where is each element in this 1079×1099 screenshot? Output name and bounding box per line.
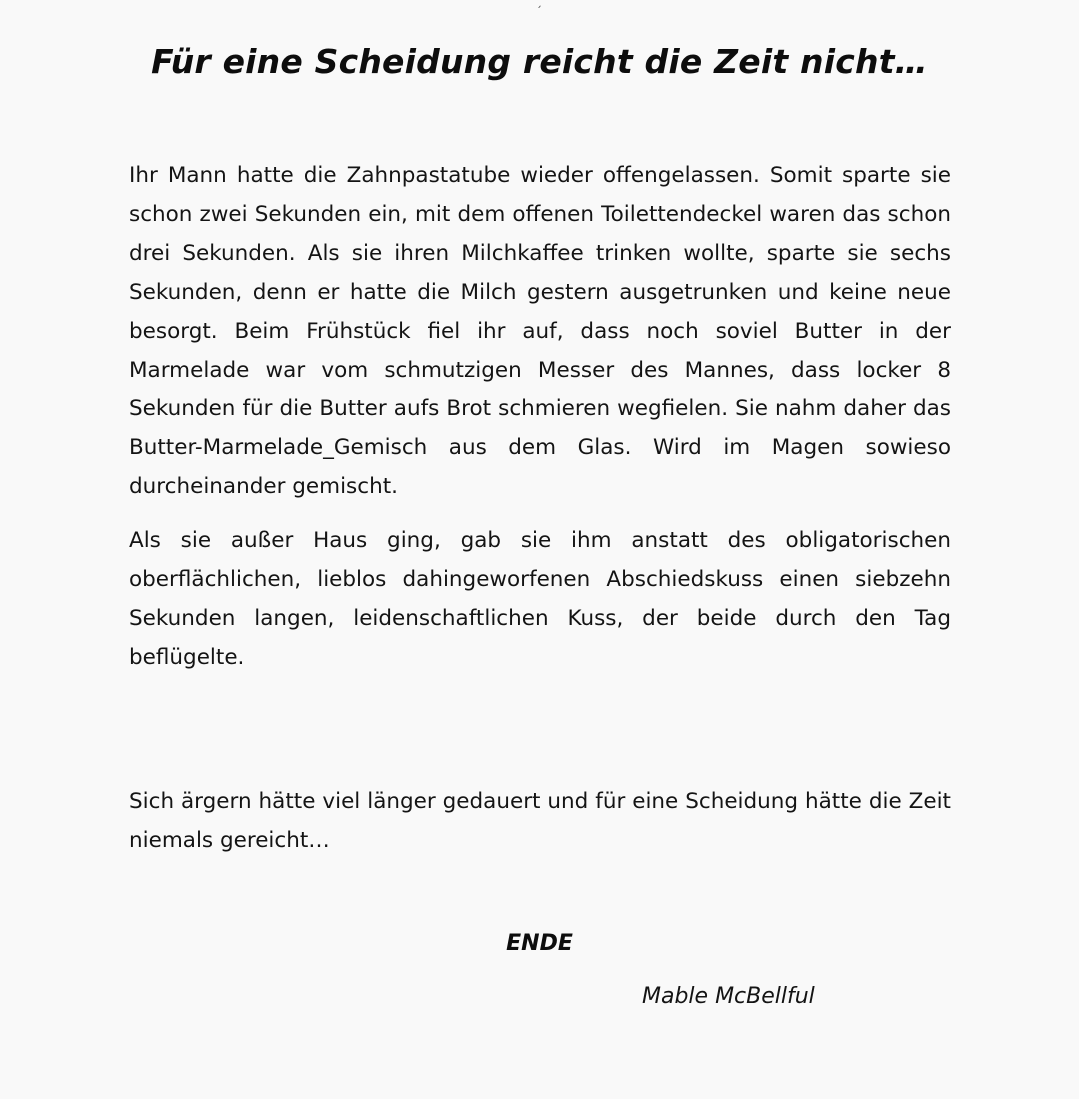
story-title: Für eine Scheidung reicht die Zeit nicht… (151, 42, 928, 81)
end-label: ENDE (506, 931, 573, 956)
top-mark: ˏ (536, 0, 542, 8)
paragraph-1: Ihr Mann hatte die Zahnpastatube wieder offengelassen. Somit sparte sie schon zwei Sekunden ein, mit dem offenen Toilettendeckel waren das schon drei Sekunden. Als sie ihren Milchkaffee trinken wollte, sparte sie sechs Sekunden, denn er hatte die Milch gestern ausgetrunken und keine neue besorgt. Beim Frühstück fiel ihr auf, dass noch soviel Butter in der Marmelade war vom schmutzigen Messer des Mannes, dass locker 8 Sekunden für die Butter aufs Brot schmieren wegfielen. Sie nahm daher das Butter-Marmelade_Gemisch aus dem Glas. Wird im Magen sowieso durcheinander gemischt. (129, 163, 951, 500)
paragraph-2: Als sie außer Haus ging, gab sie ihm anstatt des obligatorischen oberflächlichen, lieblos dahingeworfenen Abschiedskuss einen siebzehn Sekunden langen, leidenschaftlichen Kuss, der beide durch den Tag beflügelte. (129, 528, 951, 670)
story-body (129, 157, 951, 678)
author-signature: Mable McBellful (642, 984, 815, 1009)
closing-paragraph: Sich ärgern hätte viel länger gedauert und für eine Scheidung hätte die Zeit niemals gereicht… (129, 789, 951, 853)
